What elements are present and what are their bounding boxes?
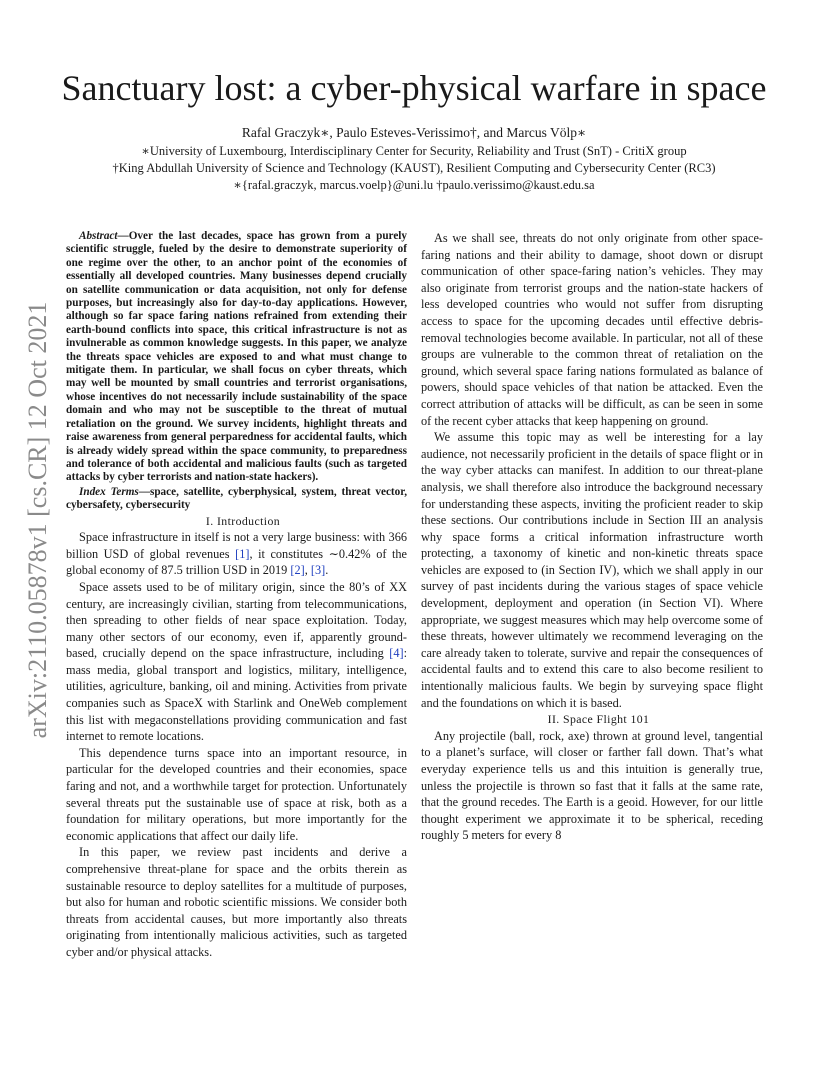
index-terms-text: —space, satellite, cyberphysical, system, threat vector, cybersafety, cybersecurity <box>66 485 407 512</box>
abstract <box>66 230 407 485</box>
author-list: Rafal Graczyk∗, Paulo Esteves-Verissimo†, and Marcus Völp∗ <box>241 125 587 140</box>
citation-link[interactable]: [4] <box>389 646 404 661</box>
intro-paragraph-4: In this paper, we review past incidents and derive a comprehensive threat-plane for space and the orbits therein as sustainable resource to deploy satellites for a multitude of purposes, but also for human and robotic scientific missions. We consider both threats from accidental causes, but more importantly also threats originating from intentionally malicious activities, such as targeted cyber and/or physical attacks. <box>66 845 407 959</box>
author-emails: ∗{rafal.graczyk, marcus.voelp}@uni.lu †paulo.verissimo@kaust.edu.sa <box>233 178 595 192</box>
left-column <box>66 230 407 961</box>
index-terms <box>66 486 407 513</box>
right-column <box>421 230 763 844</box>
citation-link[interactable]: [1] <box>235 546 250 561</box>
intro-paragraph-2: Space assets used to be of military origin, since the 80’s of XX century, are increasingly civilian, starting from telecommunications, then spreading to other fields of near space exploitation. Today, many other sectors of our economy, even if, apparently ground-based, crucially depend on the space infrastructure, including [4]: mass media, global transport and logistics, military, intelligence, utilities, agriculture, banking, oil and mining. Activities from private companies such as SpaceX with Starlink and OneWeb complement this list with megaconstellations providing communication and fast internet to remote locations. <box>66 579 407 744</box>
paper-title: Sanctuary lost: a cyber-physical warfare in space <box>61 68 767 108</box>
affiliation-luxembourg: ∗University of Luxembourg, Interdisciplinary Center for Security, Reliability and Trust (SnT) - CritiX group <box>141 144 687 158</box>
citation-link[interactable]: [2] <box>290 563 305 578</box>
intro-paragraph-5: As we shall see, threats do not only originate from other space-faring nations and their ability to damage, shoot down or disrupt communication of other space-faring nation’s vehicles. They may also originate from terrorist groups and the nation-state hackers of less developed countries who would not suffer from disrupting access to space for the upcoming decades until effective debris-removal technologies become available. In particular, not all of these groups are vulnerable to the common threat of retaliation on the ground, which several space faring nations formulated as balance of powers, should space vehicles of that nation be attacked. Even the correct attribution of attacks will be difficult, as can be seen in some of the recent cyber attacks that keep happening on ground. <box>421 231 763 428</box>
intro-paragraph-3: This dependence turns space into an important resource, in particular for the developed countries and their economies, space faring and not, and a worthwhile target for protection. Unfortunately several threats put the sustainable use of space at risk, both as a foundation for military operations, but more importantly for the economic applications that affect our daily life. <box>66 745 407 843</box>
section-heading-introduction: I. Introduction <box>205 513 281 528</box>
section-heading-space-flight: II. Space Flight 101 <box>547 712 650 727</box>
index-terms-label: Index Terms <box>79 485 139 498</box>
abstract-label: Abstract <box>79 230 118 242</box>
affiliation-kaust: †King Abdullah University of Science and Technology (KAUST), Resilient Computing and Cybersecurity Center (RC3) <box>112 161 716 175</box>
intro-paragraph-1: Space infrastructure in itself is not a very large business: with 366 billion USD of global revenues [1], it constitutes ∼0.42% of the global economy of 87.5 trillion USD in 2019 [2], [3]. <box>66 530 407 578</box>
citation-link[interactable]: [3] <box>310 563 326 578</box>
arxiv-id: arXiv:2110.05878v1 [cs.CR] 12 Oct 2021 <box>23 301 52 739</box>
abstract-text: —Over the last decades, space has grown from a purely scientific struggle, fueled by the desire to demonstrate superiority of one regime over the other, to an anchor point of the economies of essentially all developed countries. Many businesses depend crucially on satellite communication or data acquisition, not only for defense purposes, but increasingly also for day-to-day applications. However, although so far space faring nations refrained from extending their earth-bound conflicts into space, this critical infrastructure is not as invulnerable as common knowledge suggests. In this paper, we analyze the threats space vehicles are exposed to and what must change to mitigate them. In particular, we shall focus on cyber threats, which may well be mounted by small countries and terrorist organisations, whose incentives do not necessarily include sustainability of the space domain and who may not be susceptible to the threat of mutual retaliation on the ground. We survey incidents, highlight threats and raise awareness from general perparedness for accidental faults, which is already widely spread within the space community, to preparedness and tolerance of both accidental and malicious faults (such as targeted attacks by cyber terrorists and nation-state hackers). <box>66 230 407 484</box>
space-flight-paragraph-1: Any projectile (ball, rock, axe) thrown at ground level, tangential to a planet’s surface, will closer or farther fall down. That’s what everyday experience tells us and this intuition is generally true, unless the projectile is thrown so fast that it falls at the same rate, that the ground recedes. The Earth is a geoid. However, for our little thought experiment we approximate it to be spherical, receding roughly 5 meters for every 8 <box>421 728 763 843</box>
intro-paragraph-6: We assume this topic may as well be interesting for a lay audience, not necessarily proficient in the details of space flight or in the way cyber attacks can manifest. In addition to our threat-plane analysis, we shall therefore also introduce the background necessary for understanding these aspects, inviting the proficient reader to skip these sections. Our contributions include in Section III an analysis why space forms a critical information infrastructure worth protecting, a taxonomy of kinetic and non-kinetic threats space vehicles are exposed to (in Section IV), which we shall apply in our survey of past incidents during the various stages of space vehicle development, deployment and operation (in Section VI). Where appropriate, we suggest measures which may help overcome some of these threats, however ultimately we recommend leveraging on the care already taken to tolerate, survive and repair the consequences of accidental faults and to extend this care to also become resilient to intentionally malicious faults. We begin by surveying space flight and the foundations on which it is based. <box>421 430 763 710</box>
